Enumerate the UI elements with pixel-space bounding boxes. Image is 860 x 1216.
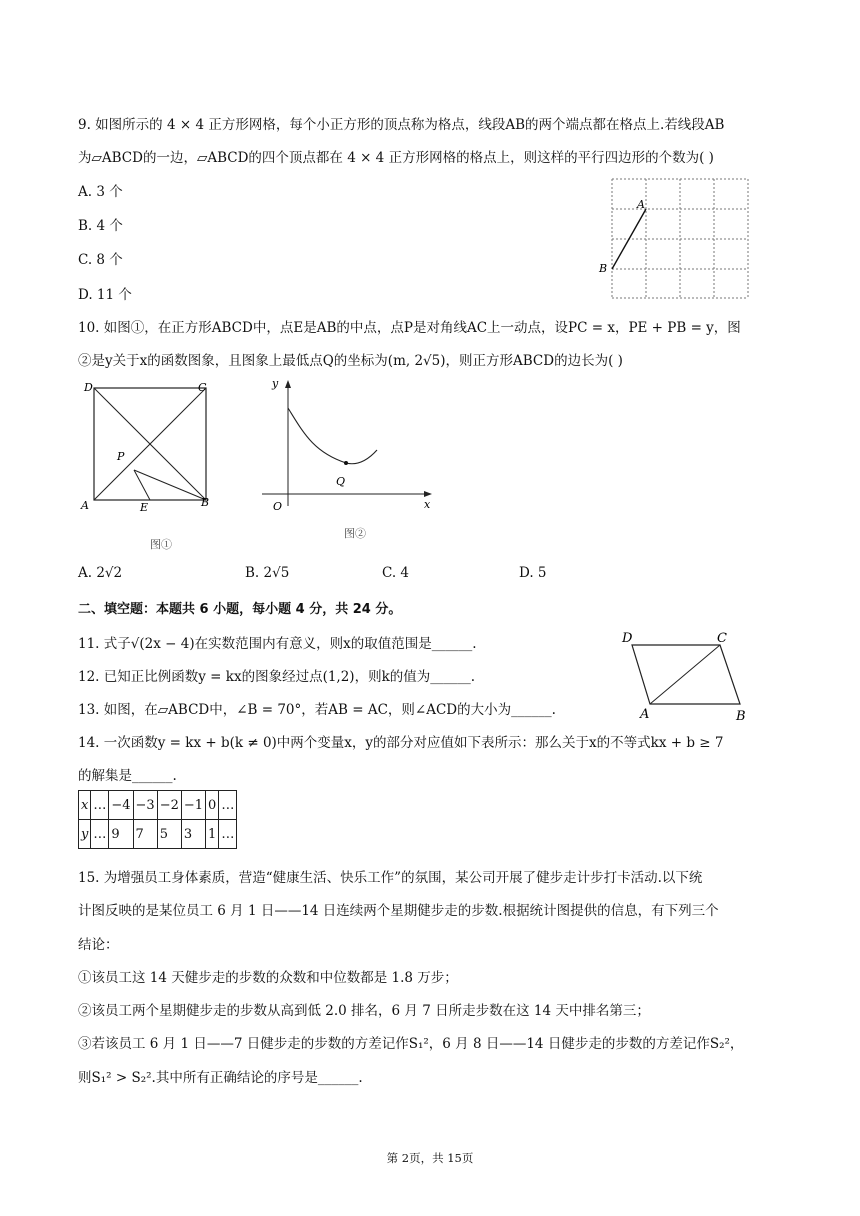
- fig1-label-p: P: [117, 450, 125, 463]
- section-heading: 二、填空题：本题共 6 小题，每小题 4 分，共 24 分。: [78, 602, 402, 617]
- q9-label-b: B: [599, 262, 608, 275]
- q10-option-c: C. 4: [382, 565, 410, 581]
- q10-option-a: A. 2√2: [78, 565, 123, 581]
- q10-figure-2: [258, 372, 438, 544]
- table-row-x: [79, 791, 237, 820]
- table-row-y: [79, 820, 237, 849]
- q10-line2: ②是y关于x的函数图象，且图象上最低点Q的坐标为(m, 2√5)，则正方形ABCD的边长为( ): [78, 353, 623, 369]
- fig1-label-c: C: [198, 381, 207, 394]
- q15-line1: 15. 为增强员工身体素质，营造“健康生活、快乐工作”的氛围，某公司开展了健步走计步打卡活动.以下统: [78, 870, 703, 886]
- q15-conclusion-1: ①该员工这 14 天健步走的步数的众数和中位数都是 1.8 万步；: [78, 970, 458, 986]
- q10-line1: 10. 如图①，在正方形ABCD中，点E是AB的中点，点P是对角线AC上一动点，设PC = x，PE + PB = y，图: [78, 320, 741, 336]
- q13-label-d: D: [622, 631, 633, 646]
- q13-label-c: C: [717, 631, 727, 646]
- table-cell: …: [91, 820, 109, 849]
- table-cell: 7: [133, 820, 157, 849]
- q9-option-a: A. 3 个: [78, 184, 123, 200]
- q15-conclusion-3b: 则S₁² > S₂².其中所有正确结论的序号是______.: [78, 1070, 363, 1086]
- q15-line2: 计图反映的是某位员工 6 月 1 日——14 日连续两个星期健步走的步数.根据统计图提供的信息，有下列三个: [78, 903, 719, 919]
- fig2-label-x: x: [424, 498, 431, 511]
- table-cell: −4: [109, 791, 133, 820]
- q15-line3: 结论：: [78, 937, 119, 953]
- table-cell: 3: [181, 820, 205, 849]
- table-cell: −3: [133, 791, 157, 820]
- q14-line2: 的解集是______.: [78, 768, 177, 784]
- table-cell: 5: [157, 820, 181, 849]
- q15-conclusion-3a: ③若该员工 6 月 1 日——7 日健步走的步数的方差记作S₁²，6 月 8 日——14 日健步走的步数的方差记作S₂²，: [78, 1036, 744, 1052]
- q9-option-b: B. 4 个: [78, 218, 123, 234]
- fig1-label-e: E: [140, 501, 149, 514]
- q9-line2: 为▱ABCD的一边，▱ABCD的四个顶点都在 4 × 4 正方形网格的格点上，则这样的平行四边形的个数为( ): [78, 150, 714, 166]
- table-cell: y: [79, 820, 91, 849]
- table-cell: …: [219, 791, 237, 820]
- q9-grid-figure: [596, 172, 756, 304]
- table-cell: x: [79, 791, 91, 820]
- q10-option-d: D. 5: [519, 565, 547, 581]
- q13-label-a: A: [640, 707, 650, 722]
- q12-text: 12. 已知正比例函数y = kx的图象经过点(1,2)，则k的值为______.: [78, 669, 476, 685]
- q13-text: 13. 如图，在▱ABCD中，∠B = 70°，若AB = AC，则∠ACD的大小为______.: [78, 702, 556, 718]
- q9-option-c: C. 8 个: [78, 252, 123, 268]
- table-cell: −1: [181, 791, 205, 820]
- table-cell: 0: [206, 791, 219, 820]
- fig1-caption: 图①: [150, 538, 172, 551]
- table-cell: …: [91, 791, 109, 820]
- page-footer: 第 2页，共 15页: [386, 1151, 474, 1165]
- q13-parallelogram-figure: [614, 625, 789, 725]
- q15-conclusion-2: ②该员工两个星期健步走的步数从高到低 2.0 排名，6 月 7 日所走步数在这 14 天中排名第三；: [78, 1003, 650, 1019]
- q9-line1: 9. 如图所示的 4 × 4 正方形网格，每个小正方形的顶点称为格点，线段AB的两个端点都在格点上.若线段AB: [78, 117, 725, 133]
- fig1-label-a: A: [81, 499, 89, 512]
- fig2-label-o: O: [273, 500, 283, 513]
- q10-figure-1: [78, 378, 223, 553]
- table-cell: −2: [157, 791, 181, 820]
- fig2-label-q: Q: [336, 475, 346, 488]
- q9-label-a: A: [637, 198, 645, 211]
- table-cell: …: [219, 820, 237, 849]
- q14-line1: 14. 一次函数y = kx + b(k ≠ 0)中两个变量x，y的部分对应值如下表所示：那么关于x的不等式kx + b ≥ 7: [78, 735, 724, 751]
- table-cell: 1: [206, 820, 219, 849]
- q14-value-table: [78, 790, 237, 849]
- q13-label-b: B: [736, 709, 746, 724]
- q9-option-d: D. 11 个: [78, 287, 132, 303]
- fig2-label-y: y: [272, 377, 279, 390]
- table-cell: 9: [109, 820, 133, 849]
- q11-text: 11. 式子√(2x − 4)在实数范围内有意义，则x的取值范围是______.: [78, 636, 477, 652]
- q10-option-b: B. 2√5: [245, 565, 290, 581]
- fig1-label-b: B: [201, 496, 210, 509]
- fig2-caption: 图②: [344, 527, 366, 540]
- fig1-label-d: D: [84, 381, 93, 394]
